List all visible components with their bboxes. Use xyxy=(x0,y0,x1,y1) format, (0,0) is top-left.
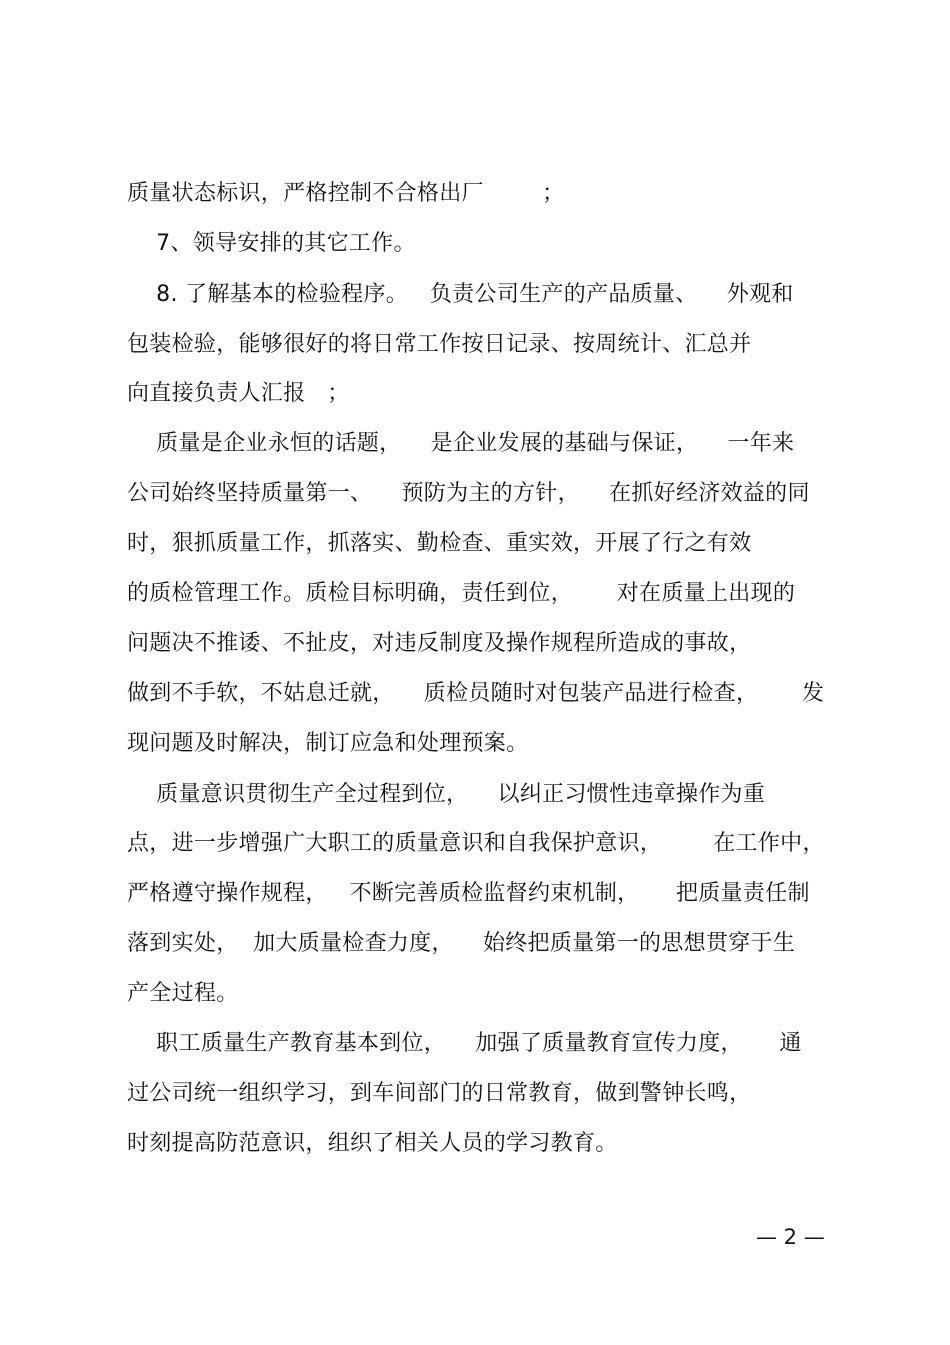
text-line: 质量是企业永恒的话题， 是企业发展的基础与保证， 一年来 xyxy=(127,431,795,456)
text-line: 时，狠抓质量工作，抓落实、勤检查、重实效，开展了行之有效 xyxy=(127,531,752,556)
text-line: 职工质量生产教育基本到位， 加强了质量教育宣传力度， 通 xyxy=(127,1031,802,1056)
text-line: 严格遵守操作规程， 不断完善质检监督约束机制， 把质量责任制 xyxy=(127,881,810,906)
text-line: 问题决不推诿、不扯皮，对违反制度及操作规程所造成的事故， xyxy=(127,631,752,656)
text-line: 落到实处， 加大质量检查力度， 始终把质量第一的思想贯穿于生 xyxy=(127,931,796,956)
text-line: 质量意识贯彻生产全过程到位， 以纠正习惯性违章操作为重 xyxy=(127,782,766,807)
text-line: 包装检验，能够很好的将日常工作按日记录、按周统计、汇总并 xyxy=(127,332,752,357)
text-line: 的质检管理工作。质检目标明确，责任到位， 对在质量上出现的 xyxy=(127,581,796,606)
text-line: 向直接负责人汇报 ； xyxy=(127,381,350,406)
text-line: 7、领导安排的其它工作。 xyxy=(127,231,416,256)
text-line: 做到不手软，不姑息迁就， 质检员随时对包装产品进行检查， 发 xyxy=(127,681,825,706)
text-line: 公司始终坚持质量第一、 预防为主的方针， 在抓好经济效益的同 xyxy=(127,481,810,506)
text-line: 现问题及时解决，制订应急和处理预案。 xyxy=(127,731,529,756)
text-line: 产全过程。 xyxy=(127,981,239,1006)
text-line: 点，进一步增强广大职工的质量意识和自我保护意识， 在工作中， xyxy=(127,831,825,856)
text-line: 8. 了解基本的检验程序。 负责公司生产的产品质量、 外观和 xyxy=(127,282,794,307)
page-number: — 2 — xyxy=(756,1225,825,1249)
text-line: 过公司统一组织学习，到车间部门的日常教育，做到警钟长鸣， xyxy=(127,1081,752,1106)
text-line: 时刻提高防范意识，组织了相关人员的学习教育。 xyxy=(127,1131,618,1156)
text-line: 质量状态标识，严格控制不合格出厂 ； xyxy=(127,181,565,206)
